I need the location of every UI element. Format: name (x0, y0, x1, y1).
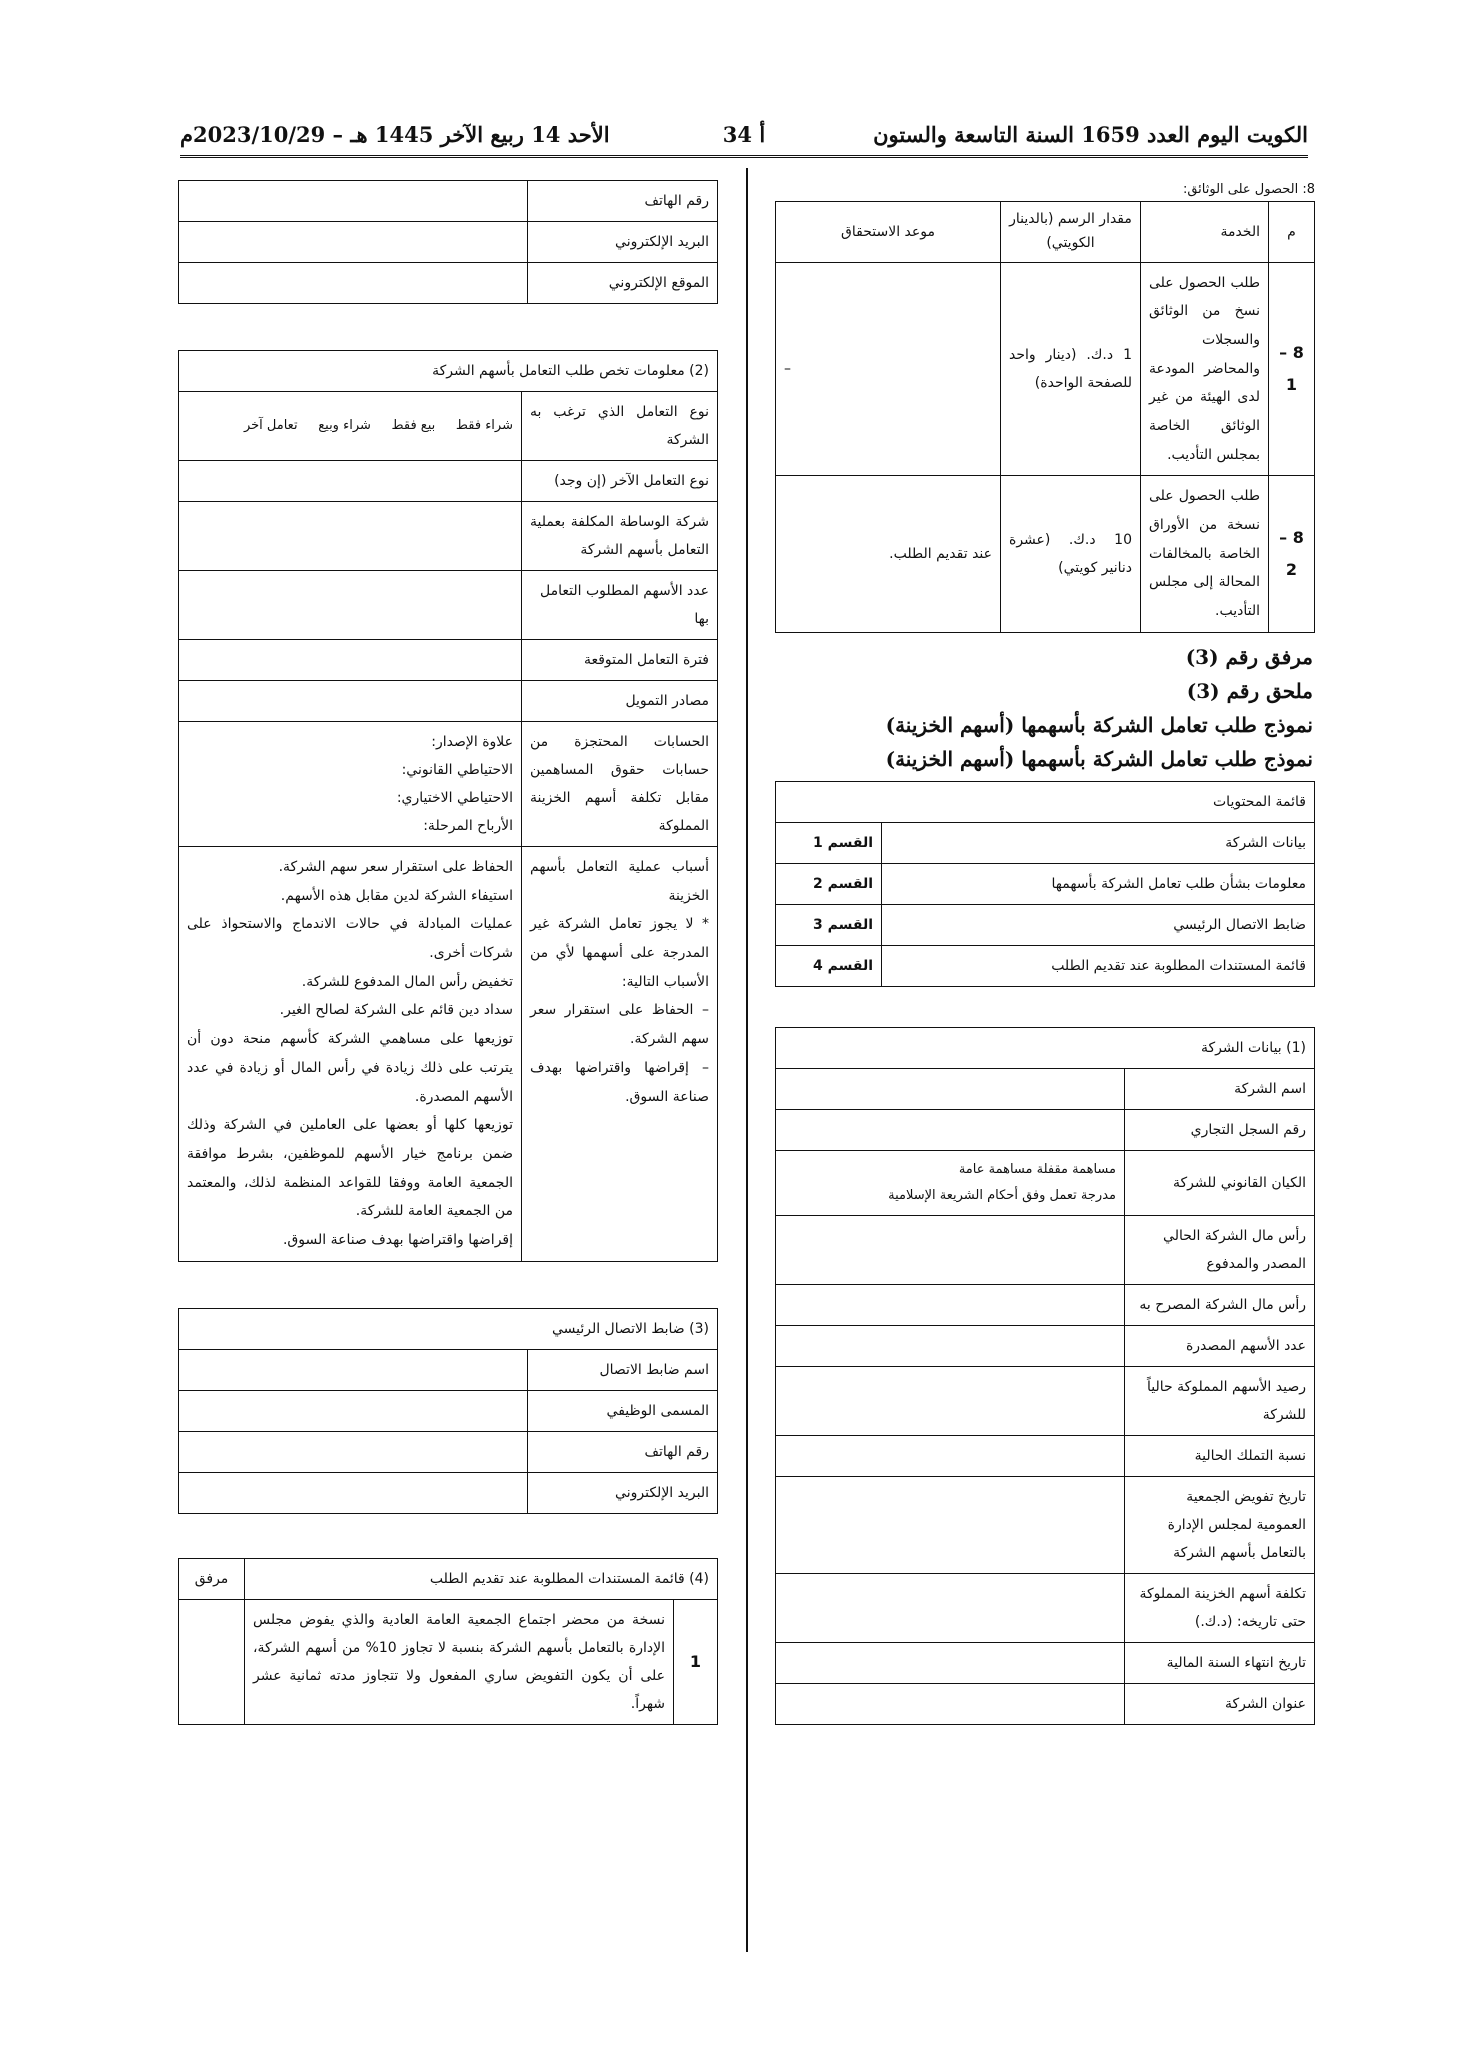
col-header-service: الخدمة (1141, 202, 1269, 263)
field-label: الحسابات المحتجزة من حسابات حقوق المساهمين مقابل تكلفة أسهم الخزينة المملوكة (522, 722, 718, 847)
field-label: اسم الشركة (1125, 1068, 1315, 1109)
list-item[interactable]: عمليات المبادلة في حالات الاندماج والاستحواذ على شركات أخرى. (187, 916, 513, 962)
docs-section-title: 8: الحصول على الوثائق: (1182, 182, 1315, 197)
annex-title: ملحق رقم (3) (1186, 678, 1313, 703)
field-label: الكيان القانوني للشركة (1125, 1150, 1315, 1215)
row-fee: 1 د.ك. (دينار واحد للصفحة الواحدة) (1001, 262, 1141, 476)
contents-item: قائمة المستندات المطلوبة عند تقديم الطلب (882, 945, 1315, 986)
row-number: 8 – 1 (1269, 262, 1315, 476)
field-value[interactable] (776, 1476, 1125, 1573)
field-value[interactable] (776, 1573, 1125, 1642)
row-number: 8 – 2 (1269, 476, 1315, 632)
table-row (179, 502, 718, 571)
row-service: طلب الحصول على نسخة من الأوراق الخاصة بالمخالفات المحالة إلى مجلس التأديب. (1141, 476, 1269, 632)
contents-section: القسم 1 (776, 822, 882, 863)
table-row (179, 1472, 718, 1513)
table-row (776, 1366, 1315, 1435)
contents-item: ضابط الاتصال الرئيسي (882, 904, 1315, 945)
list-item[interactable]: سداد دين قائم على الشركة لصالح الغير. (279, 1002, 513, 1019)
dealing-type-options[interactable]: شراء فقط بيع فقط شراء وبيع تعامل آخر (179, 392, 522, 461)
col-header-number: م (1269, 202, 1315, 263)
right-column (775, 182, 1315, 1725)
field-label: نوع التعامل الذي ترغب به الشركة (522, 392, 718, 461)
table-row (179, 263, 718, 304)
list-item[interactable]: استيفاء الشركة لدين مقابل هذه الأسهم. (280, 887, 513, 904)
field-value[interactable] (179, 1431, 528, 1472)
contents-item: بيانات الشركة (882, 822, 1315, 863)
table-row (776, 1573, 1315, 1642)
field-label: رأس مال الشركة المصرح به (1125, 1284, 1315, 1325)
table-row (179, 1431, 718, 1472)
field-value[interactable] (776, 1284, 1125, 1325)
table-row (179, 1390, 718, 1431)
list-item[interactable]: توزيعها على مساهمي الشركة كأسهم منحة دون أن يترتب على ذلك زيادة في رأس المال أو زيادة في عدد الأسهم المصدرة. (187, 1031, 513, 1105)
field-label: رقم الهاتف (528, 1431, 718, 1472)
form-title-repeat: نموذج طلب تعامل الشركة بأسهمها (أسهم الخزينة) (885, 746, 1313, 771)
field-value[interactable] (776, 1325, 1125, 1366)
table-row (179, 847, 718, 1262)
table-row (776, 1642, 1315, 1683)
table-row (179, 681, 718, 722)
col-header-fee: مقدار الرسم (بالدينار الكويتي) (1001, 202, 1141, 263)
field-label: البريد الإلكتروني (528, 222, 718, 263)
dealing-info-table (178, 350, 718, 1262)
table-row (776, 1068, 1315, 1109)
field-value[interactable] (776, 1435, 1125, 1476)
field-label: نوع التعامل الآخر (إن وجد) (522, 461, 718, 502)
field-label: رقم الهاتف (528, 181, 718, 222)
field-label: عدد الأسهم المطلوب التعامل بها (522, 571, 718, 640)
contents-table (775, 781, 1315, 987)
table-row (776, 476, 1315, 632)
company-data-table (775, 1027, 1315, 1725)
field-label: البريد الإلكتروني (528, 1472, 718, 1513)
field-label: رقم السجل التجاري (1125, 1109, 1315, 1150)
field-value[interactable] (179, 1472, 528, 1513)
field-value[interactable] (179, 461, 522, 502)
table-row (776, 863, 1315, 904)
reasons-label: أسباب عملية التعامل بأسهم الخزينة * لا يجوز تعامل الشركة غير المدرجة على أسهمها لأي من الأسباب التالية: – الحفاظ على استقرار سعر سهم الشركة. – إقراضها واقتراضها بهدف صناعة السوق. (522, 847, 718, 1262)
field-label: مصادر التمويل (522, 681, 718, 722)
field-value[interactable] (179, 1390, 528, 1431)
row-due: – (776, 262, 1001, 476)
field-value[interactable] (179, 640, 522, 681)
row-service: طلب الحصول على نسخ من الوثائق والسجلات والمحاضر المودعة لدى الهيئة من غير الوثائق الخاصة بمجلس التأديب. (1141, 262, 1269, 476)
table-row (776, 822, 1315, 863)
table-row (179, 640, 718, 681)
table-row (179, 1349, 718, 1390)
field-label: عنوان الشركة (1125, 1683, 1315, 1724)
table-row (179, 222, 718, 263)
contents-section: القسم 3 (776, 904, 882, 945)
company-contact-continuation-table (178, 180, 718, 304)
page-header (180, 118, 1308, 158)
contact-section-title: (3) ضابط الاتصال الرئيسي (179, 1308, 718, 1349)
field-label: تاريخ تفويض الجمعية العمومية لمجلس الإدارة بالتعامل بأسهم الشركة (1125, 1476, 1315, 1573)
table-row (179, 181, 718, 222)
field-value[interactable] (179, 571, 522, 640)
company-section-title: (1) بيانات الشركة (776, 1027, 1315, 1068)
table-row (776, 1683, 1315, 1724)
field-value[interactable] (179, 681, 522, 722)
field-value[interactable] (179, 222, 528, 263)
documents-fee-table (775, 201, 1315, 633)
column-divider (746, 168, 748, 1952)
table-row (776, 1150, 1315, 1215)
table-row (776, 262, 1315, 476)
header-gazette-info: الكويت اليوم العدد 1659 السنة التاسعة والستون (873, 122, 1308, 147)
field-value[interactable] (179, 1349, 528, 1390)
attachment-column-header: مرفق (179, 1558, 245, 1599)
attachment-title: مرفق رقم (3) (1185, 644, 1313, 669)
field-label: اسم ضابط الاتصال (528, 1349, 718, 1390)
field-value[interactable] (776, 1215, 1125, 1284)
field-value[interactable] (179, 181, 528, 222)
document-number: 1 (674, 1599, 718, 1724)
field-label: نسبة التملك الحالية (1125, 1435, 1315, 1476)
field-label: الموقع الإلكتروني (528, 263, 718, 304)
list-item[interactable]: إقراضها واقتراضها بهدف صناعة السوق. (282, 1231, 513, 1248)
reasons-list (179, 847, 522, 1262)
list-item[interactable]: توزيعها كلها أو بعضها على العاملين في الشركة وذلك ضمن برنامج خيار الأسهم للموظفين، بشرط موافقة الجمعية العامة ووفقا للقواعد المنظمة لذلك، والمعتمد من الجمعية العامة للشركة. (187, 1117, 513, 1220)
table-row (776, 1215, 1315, 1284)
header-page-number: أ 34 (722, 122, 766, 147)
field-label: رأس مال الشركة الحالي المصدر والمدفوع (1125, 1215, 1315, 1284)
form-title: نموذج طلب تعامل الشركة بأسهمها (أسهم الخزينة) (885, 712, 1313, 737)
contents-title: قائمة المحتويات (776, 781, 1315, 822)
table-row (776, 945, 1315, 986)
field-value[interactable] (776, 1068, 1125, 1109)
list-item[interactable]: الحفاظ على استقرار سعر سهم الشركة. (278, 859, 513, 875)
contents-item: معلومات بشأن طلب تعامل الشركة بأسهمها (882, 863, 1315, 904)
contents-section: القسم 2 (776, 863, 882, 904)
table-row (179, 392, 718, 461)
table-row (776, 1325, 1315, 1366)
table-row (179, 722, 718, 847)
contents-section: القسم 4 (776, 945, 882, 986)
attachment-checkbox-cell[interactable] (179, 1599, 245, 1724)
required-documents-table (178, 1558, 718, 1725)
field-label: فترة التعامل المتوقعة (522, 640, 718, 681)
documents-section-title: (4) قائمة المستندات المطلوبة عند تقديم الطلب (245, 1558, 718, 1599)
field-value[interactable] (776, 1683, 1125, 1724)
field-label: تكلفة أسهم الخزينة المملوكة حتى تاريخه: (د.ك.) (1125, 1573, 1315, 1642)
list-item[interactable]: تخفيض رأس المال المدفوع للشركة. (301, 973, 513, 990)
col-header-due: موعد الاستحقاق (776, 202, 1001, 263)
field-label: عدد الأسهم المصدرة (1125, 1325, 1315, 1366)
field-value[interactable] (776, 1366, 1125, 1435)
table-row (179, 571, 718, 640)
row-fee: 10 د.ك. (عشرة دنانير كويتي) (1001, 476, 1141, 632)
legal-entity-options[interactable]: مساهمة مقفلة مساهمة عامة مدرجة تعمل وفق أحكام الشريعة الإسلامية (776, 1150, 1125, 1215)
table-row (776, 904, 1315, 945)
table-row (179, 461, 718, 502)
row-due: عند تقديم الطلب. (776, 476, 1001, 632)
field-value[interactable] (179, 263, 528, 304)
table-row (776, 1284, 1315, 1325)
dealing-section-title: (2) معلومات تخص طلب التعامل بأسهم الشركة (179, 351, 718, 392)
field-value[interactable] (776, 1109, 1125, 1150)
field-label: رصيد الأسهم المملوكة حالياً للشركة (1125, 1366, 1315, 1435)
table-row (776, 1109, 1315, 1150)
equity-accounts[interactable]: علاوة الإصدار: الاحتياطي القانوني: الاحتياطي الاختياري: الأرباح المرحلة: (179, 722, 522, 847)
document-description: نسخة من محضر اجتماع الجمعية العامة العادية والذي يفوض مجلس الإدارة بالتعامل بأسهم الشركة بنسبة لا تجاوز 10% من أسهم الشركة، على أن يكون التفويض ساري المفعول ولا تتجاوز مدته ثمانية عشر شهراً. (245, 1599, 674, 1724)
header-date: الأحد 14 ربيع الآخر 1445 هـ – 2023/10/29م (180, 122, 610, 147)
table-row (776, 1476, 1315, 1573)
table-row (179, 1599, 718, 1724)
contact-officer-table (178, 1308, 718, 1514)
field-label: تاريخ انتهاء السنة المالية (1125, 1642, 1315, 1683)
field-value[interactable] (179, 502, 522, 571)
field-label: شركة الوساطة المكلفة بعملية التعامل بأسهم الشركة (522, 502, 718, 571)
field-value[interactable] (776, 1642, 1125, 1683)
field-label: المسمى الوظيفي (528, 1390, 718, 1431)
table-row (776, 1435, 1315, 1476)
left-column (178, 180, 718, 1725)
